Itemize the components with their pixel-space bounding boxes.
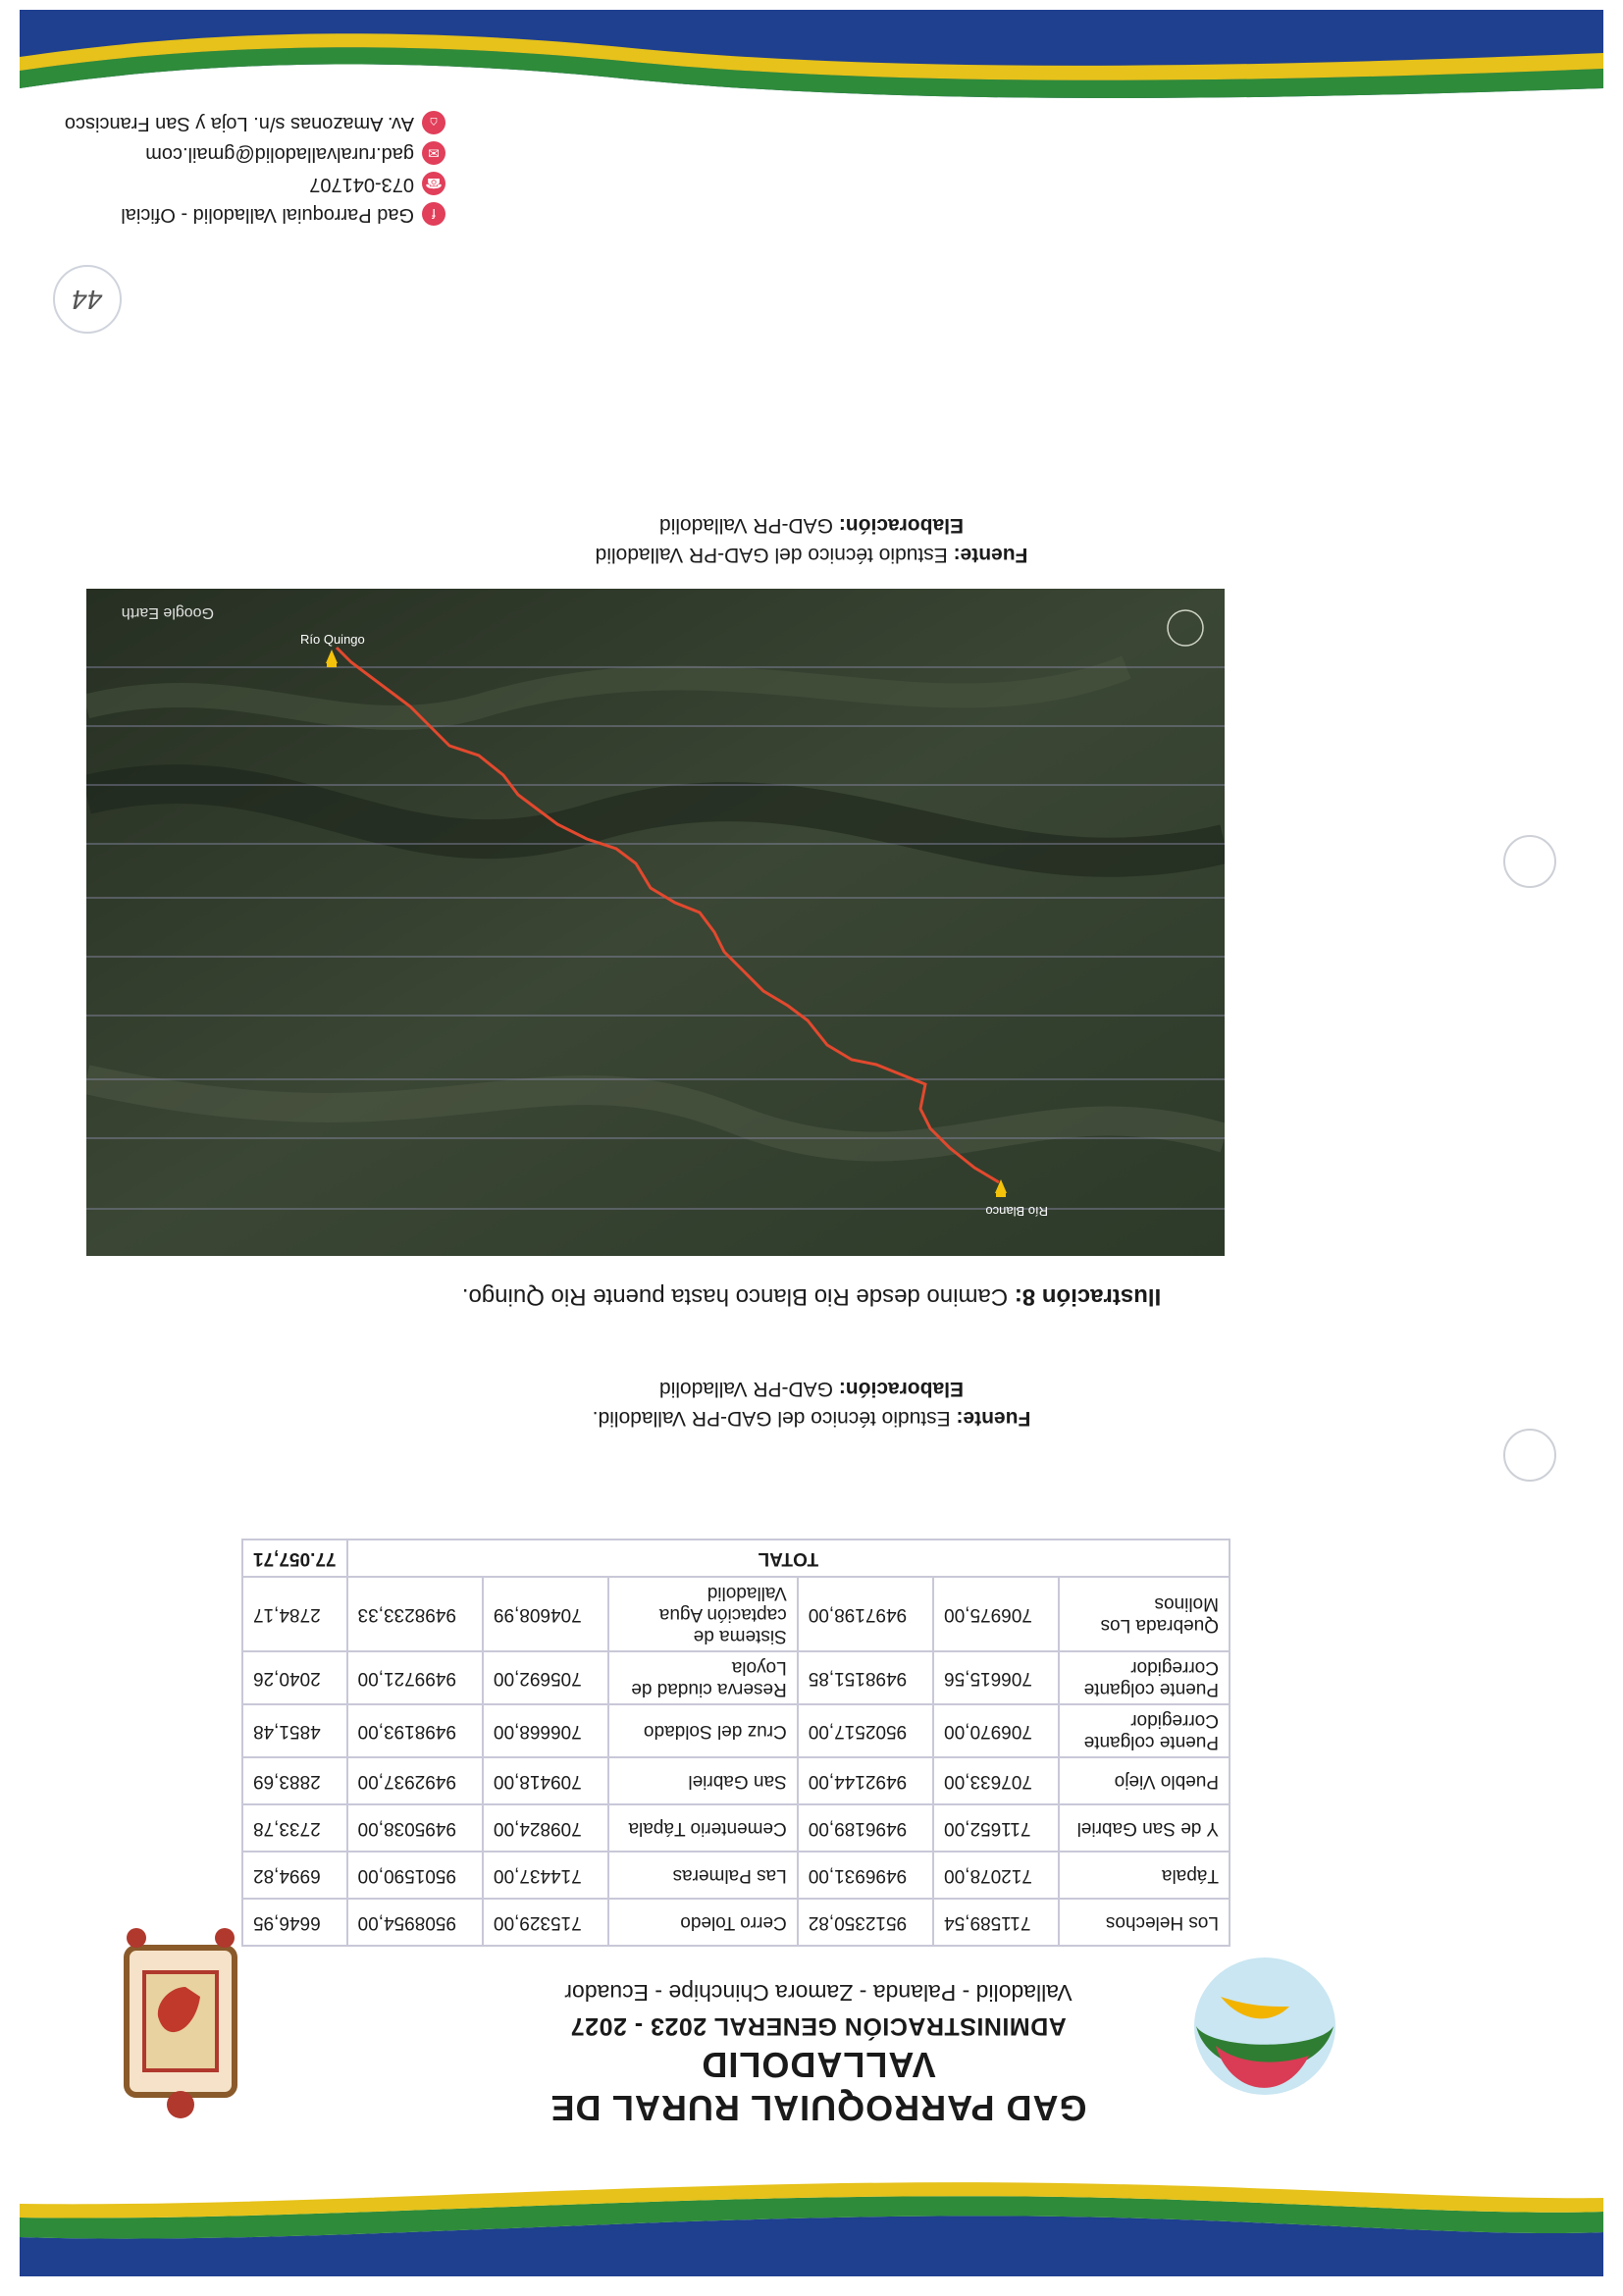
- total-label: TOTAL: [347, 1539, 1230, 1577]
- table-row: [242, 1651, 1230, 1704]
- source2-fuente-text: Estudio técnico del GAD-PR Valladolid: [595, 544, 948, 566]
- source-note-2: [0, 510, 1623, 569]
- illustration-caption: [0, 1281, 1623, 1311]
- table-cell-origin: Pueblo Viejo: [1059, 1757, 1230, 1804]
- table-cell-y: 9496189,00: [798, 1804, 933, 1852]
- table-cell-y: 9499721,00: [347, 1651, 483, 1704]
- table-row: [242, 1577, 1230, 1651]
- table-cell-y: 9496931,00: [798, 1852, 933, 1899]
- google-earth-watermark: Google Earth: [121, 604, 214, 621]
- table-cell-origin: Puente colgante Corregidor: [1059, 1651, 1230, 1704]
- address-text: Av. Amazonas s/n. Loja y San Francisco: [64, 113, 414, 134]
- table-cell-length: 2040,26: [242, 1651, 347, 1704]
- page-number: 44: [53, 265, 122, 334]
- table-cell-y: 9508954,00: [347, 1899, 483, 1946]
- email-text: gad.ruralvalladolid@gmail.com: [145, 143, 414, 165]
- satellite-map-image: [86, 589, 1225, 1256]
- email-icon: ✉: [422, 141, 445, 165]
- table-row: [242, 1804, 1230, 1852]
- table-cell-destination: San Gabriel: [608, 1757, 798, 1804]
- table-total-row: [242, 1539, 1230, 1577]
- illustration-text: Camino desde Rio Blanco hasta puente Rio Quingo.: [461, 1283, 1009, 1310]
- location-icon: ⌂: [422, 111, 445, 134]
- table-cell-y: 9512350,82: [798, 1899, 933, 1946]
- source2-fuente-label: Fuente:: [953, 544, 1028, 566]
- total-value: 77.057,71: [242, 1539, 347, 1577]
- table-cell-x: 715329,00: [483, 1899, 608, 1946]
- table-cell-length: 2784,17: [242, 1577, 347, 1651]
- source-fuente-text: Estudio técnico del GAD-PR Valladolid.: [592, 1407, 951, 1430]
- source-note-1: [0, 1374, 1623, 1433]
- header-subtitle: ADMINISTRACIÓN GENERAL 2023 - 2027: [570, 2012, 1067, 2040]
- table-cell-destination: Sistema de captación Agua Valladolid: [608, 1577, 798, 1651]
- routes-table-body: [242, 1539, 1230, 1946]
- table-row: [242, 1852, 1230, 1899]
- phone-icon: ☎: [422, 172, 445, 195]
- facebook-text: Gad Parroquial Valladolid - Oficial: [121, 204, 414, 226]
- routes-table: [241, 1539, 1230, 1947]
- table-cell-destination: Cerro Toledo: [608, 1899, 798, 1946]
- table-cell-x: 706970,00: [933, 1704, 1059, 1757]
- footer-wave-decoration: [20, 10, 1603, 147]
- table-cell-origin: Y de San Gabriel: [1059, 1804, 1230, 1852]
- table-cell-y: 9492144,00: [798, 1757, 933, 1804]
- table-cell-y: 9498193,00: [347, 1704, 483, 1757]
- table-row: [242, 1899, 1230, 1946]
- table-cell-origin: Puente colgante Corregidor: [1059, 1704, 1230, 1757]
- coat-of-arms-icon: [107, 1923, 254, 2124]
- table-cell-destination: Cruz del Soldado: [608, 1704, 798, 1757]
- table-cell-length: 6646,95: [242, 1899, 347, 1946]
- table-cell-y: 9495038,00: [347, 1804, 483, 1852]
- binder-hole: [1503, 1429, 1556, 1482]
- table-cell-x: 709418,00: [483, 1757, 608, 1804]
- table-cell-destination: Reserva ciudad de Loyola: [608, 1651, 798, 1704]
- source-fuente-label: Fuente:: [956, 1407, 1031, 1430]
- facebook-icon: f: [422, 202, 445, 226]
- binder-hole: [1503, 835, 1556, 888]
- table-cell-y: 9492937,00: [347, 1757, 483, 1804]
- illustration-label: Ilustración 8:: [1014, 1283, 1162, 1310]
- table-cell-y: 9497198,00: [798, 1577, 933, 1651]
- table-cell-x: 709824,00: [483, 1804, 608, 1852]
- header-location: Valladolid - Palanda - Zamora Chinchipe - Ecuador: [564, 1980, 1073, 2006]
- source2-elab-label: Elaboración:: [838, 514, 965, 537]
- map-label-start: Río Quingo: [300, 632, 365, 647]
- table-cell-length: 4851,48: [242, 1704, 347, 1757]
- table-cell-x: 711589,54: [933, 1899, 1059, 1946]
- header-title: GAD PARROQUIAL RURAL DE VALLADOLID: [550, 2045, 1087, 2128]
- contact-facebook: [73, 199, 445, 230]
- table-cell-origin: Los Helechos: [1059, 1899, 1230, 1946]
- table-cell-x: 704608,99: [483, 1577, 608, 1651]
- document-header: [436, 1976, 1201, 2129]
- table-cell-x: 706615,56: [933, 1651, 1059, 1704]
- table-cell-x: 711652,00: [933, 1804, 1059, 1852]
- source2-elab-text: GAD-PR Valladolid: [658, 514, 833, 537]
- table-cell-origin: Tápala: [1059, 1852, 1230, 1899]
- table-cell-y: 9501590,00: [347, 1852, 483, 1899]
- table-cell-length: 2883,69: [242, 1757, 347, 1804]
- source-elab-label: Elaboración:: [838, 1378, 965, 1400]
- table-row: [242, 1757, 1230, 1804]
- header-wave-decoration: [20, 2139, 1603, 2276]
- table-cell-x: 706975,00: [933, 1577, 1059, 1651]
- table-cell-x: 705692,00: [483, 1651, 608, 1704]
- contact-phone: [73, 169, 445, 199]
- table-cell-length: 6994,82: [242, 1852, 347, 1899]
- table-cell-y: 9498233,33: [347, 1577, 483, 1651]
- table-cell-y: 9498151,85: [798, 1651, 933, 1704]
- route-map-graphic: [86, 589, 1225, 1256]
- table-cell-x: 712078,00: [933, 1852, 1059, 1899]
- table-cell-x: 706668,00: [483, 1704, 608, 1757]
- phone-text: 073-041707: [309, 174, 414, 195]
- table-row: [242, 1704, 1230, 1757]
- table-cell-destination: Las Palmeras: [608, 1852, 798, 1899]
- table-cell-y: 9502517,00: [798, 1704, 933, 1757]
- table-cell-origin: Quebrada Los Molinos: [1059, 1577, 1230, 1651]
- source-elab-text: GAD-PR Valladolid: [658, 1378, 833, 1400]
- map-label-end: Río Blanco: [985, 1204, 1048, 1219]
- table-cell-x: 707633,00: [933, 1757, 1059, 1804]
- table-cell-x: 714437,00: [483, 1852, 608, 1899]
- table-cell-length: 2733,78: [242, 1804, 347, 1852]
- parish-coat-of-arms: [107, 1923, 254, 2124]
- table-cell-destination: Cementerio Tápala: [608, 1804, 798, 1852]
